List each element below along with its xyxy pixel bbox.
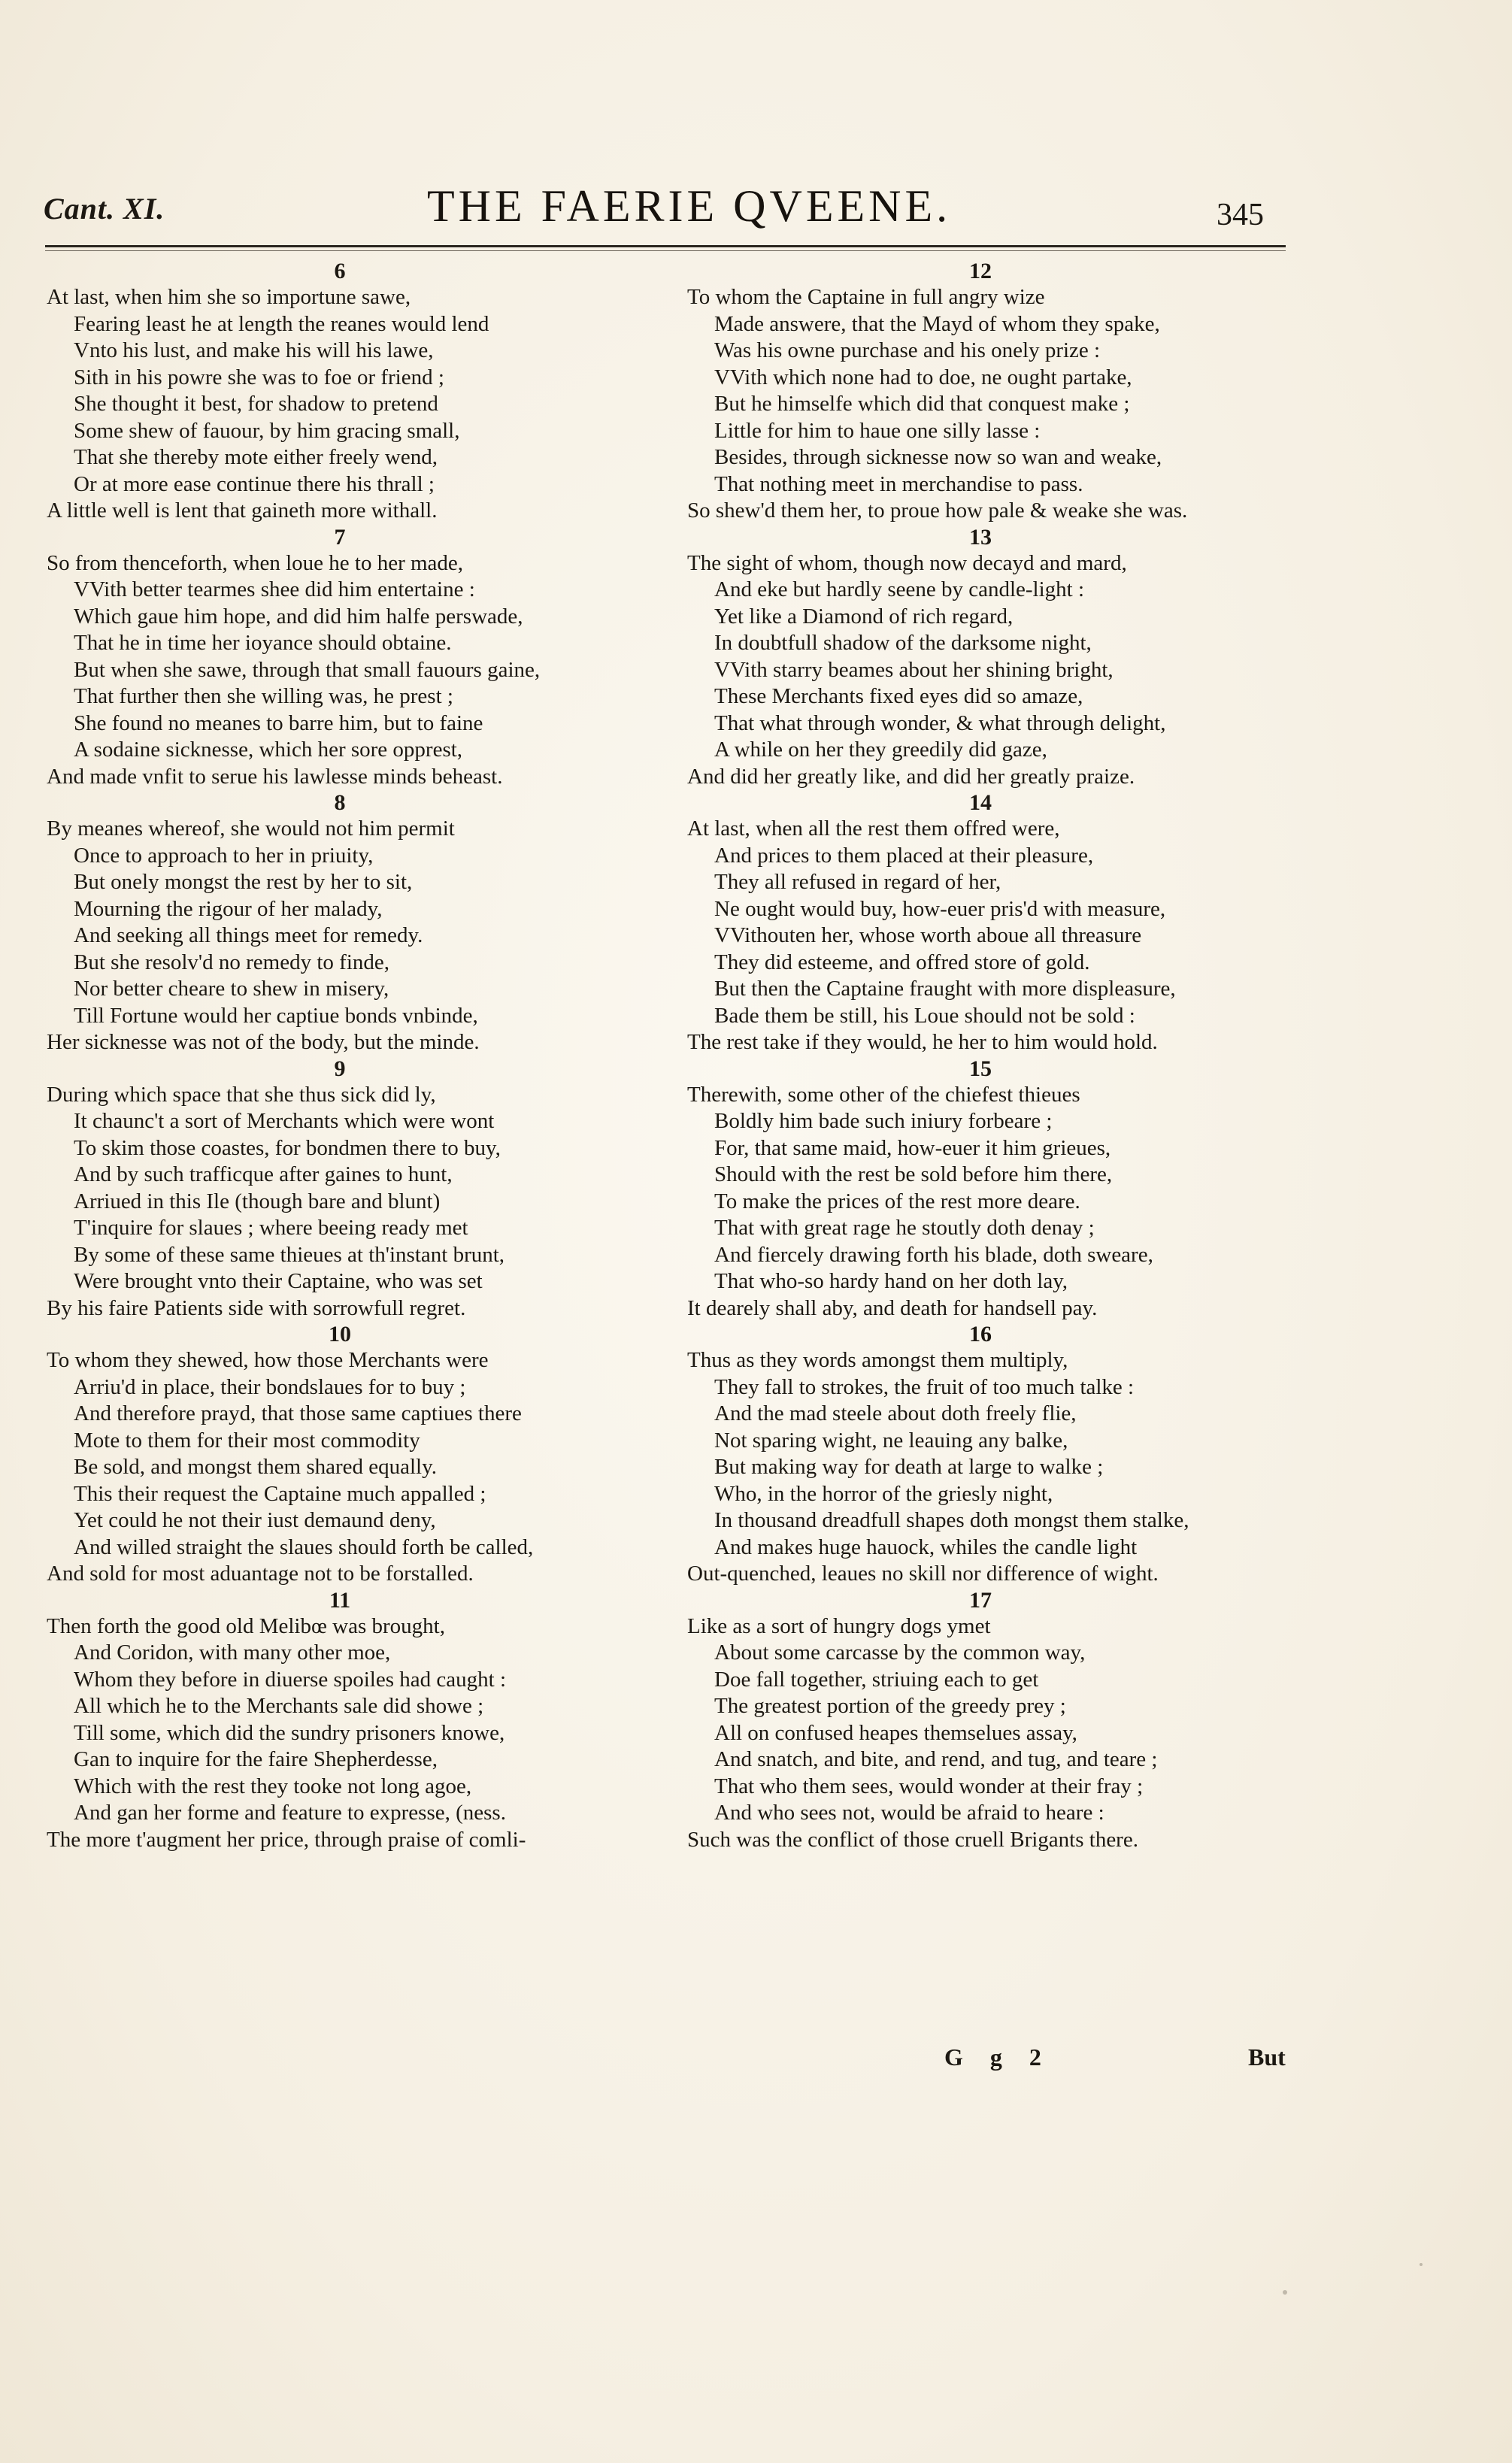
verse-line: Fearing least he at length the reanes would lend [74,311,489,336]
verse-line: Were brought vnto their Captaine, who was set [74,1269,483,1293]
verse-line: Boldly him bade such iniury forbeare ; [714,1109,1053,1133]
verse-line: Till some, which did the sundry prisoners knowe, [74,1720,505,1745]
verse-line: By some of these same thieues at th'instant brunt, [74,1242,505,1267]
verse-line: To whom the Captaine in full angry wize [687,285,1045,309]
verse-line: That with great rage he stoutly doth denay ; [714,1216,1095,1240]
verse-line: Then forth the good old Melibœ was brought, [47,1613,445,1638]
verse-line: She found no meanes to barre him, but to faine [74,710,483,735]
verse-line: That further then she willing was, he prest ; [74,684,453,708]
verse-line: But making way for death at large to walke ; [714,1455,1104,1479]
verse-line: They did esteeme, and offred store of gold. [714,950,1090,974]
verse-line: And prices to them placed at their pleasure, [714,843,1094,868]
stanza-number: 17 [969,1587,992,1613]
verse-line: Once to approach to her in priuity, [74,843,374,868]
stanza [47,525,678,791]
verse-line: Nor better cheare to shew in misery, [74,977,389,1001]
verse-line: They fall to strokes, the fruit of too much talke : [714,1374,1135,1399]
stanza [47,1322,678,1588]
verse-line: Or at more ease continue there his thrall ; [74,471,435,496]
stanza-number: 16 [969,1322,992,1347]
verse-line: Like as a sort of hungry dogs ymet [687,1613,991,1638]
left-column [47,259,678,1853]
page-footer [0,2043,1512,2081]
verse-line: During which space that she thus sick did ly, [47,1082,436,1107]
verse-line: That what through wonder, & what through delight, [714,710,1166,735]
verse-line: A while on her they greedily did gaze, [714,738,1047,762]
verse-line: And the mad steele about doth freely flie, [714,1401,1077,1425]
verse-line: Vnto his lust, and make his will his lawe, [74,338,434,362]
verse-line: It chaunc't a sort of Merchants which were wont [74,1109,495,1133]
verse-line: And willed straight the slaues should forth be called, [74,1534,534,1559]
header-rule-thin [45,250,1286,251]
verse-line: All on confused heapes themselues assay, [714,1720,1077,1745]
verse-line: Not sparing wight, ne leauing any balke, [714,1428,1068,1453]
verse-line: Who, in the horror of the griesly night, [714,1481,1053,1506]
verse-line: A sodaine sicknesse, which her sore opprest, [74,738,463,762]
verse-line: It dearely shall aby, and death for handsell pay. [687,1295,1098,1320]
verse-line: And fiercely drawing forth his blade, doth sweare, [714,1242,1153,1267]
verse-line: Some shew of fauour, by him gracing small, [74,418,460,443]
stanza [687,525,1319,791]
running-header [0,177,1512,245]
verse-line: She thought it best, for shadow to pretend [74,392,438,416]
verse-line: The rest take if they would, he her to him would hold. [687,1030,1158,1054]
verse-line: Should with the rest be sold before him there, [714,1162,1113,1186]
verse-line: And makes huge hauock, whiles the candle light [714,1534,1138,1559]
verse-line: Till Fortune would her captiue bonds vnbinde, [74,1003,478,1028]
catchword: But [1248,2043,1286,2071]
verse-line: But when she sawe, through that small fauours gaine, [74,657,541,682]
verse-line: VVith better tearmes shee did him entertaine : [74,577,475,601]
verse-line: That she thereby mote either freely wend, [74,445,438,469]
header-rule [45,245,1286,247]
verse-line: Arriued in this Ile (though bare and blunt) [74,1189,441,1213]
verse-line: Ne ought would buy, how-euer pris'd with measure, [714,896,1166,921]
stanza-number: 15 [969,1056,992,1081]
stanza [687,259,1319,525]
verse-line: They all refused in regard of her, [714,870,1001,894]
verse-line: Therewith, some other of the chiefest thieues [687,1082,1080,1107]
verse-line: In doubtfull shadow of the darksome night, [714,631,1092,655]
stanza-number: 7 [334,524,346,550]
verse-line: Out-quenched, leaues no skill nor difference of wight. [687,1562,1159,1586]
verse-line: So from thenceforth, when loue he to her made, [47,550,464,575]
verse-line: That nothing meet in merchandise to pass. [714,471,1083,496]
stanza-number: 13 [969,524,992,550]
verse-line: For, that same maid, how-euer it him grieues, [714,1135,1111,1160]
verse-line: And sold for most aduantage not to be forstalled. [47,1562,474,1586]
verse-line: All which he to the Merchants sale did showe ; [74,1694,484,1718]
signature-mark: G g 2 [944,2043,1052,2071]
verse-line: Besides, through sicknesse now so wan and weake, [714,445,1162,469]
verse-line: And did her greatly like, and did her greatly praize. [687,764,1135,789]
stanza-number: 9 [334,1056,346,1081]
verse-line: And made vnfit to serue his lawlesse minds beheast. [47,764,503,789]
verse-line: Whom they before in diuerse spoiles had caught : [74,1667,507,1692]
verse-line: Little for him to haue one silly lasse : [714,418,1041,443]
verse-line: Such was the conflict of those cruell Brigants there. [687,1827,1138,1852]
verse-line: At last, when him she so importune sawe, [47,285,411,309]
verse-line: Was his owne purchase and his onely prize : [714,338,1101,362]
canto-label: Cant. XI. [44,192,165,226]
paper-speck [1420,2263,1423,2266]
page-number: 345 [1217,198,1264,232]
verse-line: This their request the Captaine much appalled ; [74,1481,486,1506]
stanza-number: 12 [969,259,992,283]
verse-line: About some carcasse by the common way, [714,1640,1086,1665]
verse-line: And eke but hardly seene by candle-light : [714,577,1085,601]
verse-line: And therefore prayd, that those same captiues there [74,1401,522,1425]
verse-line: Bade them be still, his Loue should not be sold : [714,1003,1135,1028]
verse-line: And Coridon, with many other moe, [74,1640,391,1665]
verse-line: Yet could he not their iust demaund deny, [74,1508,436,1532]
verse-line: By meanes whereof, she would not him permit [47,816,455,841]
verse-line: And seeking all things meet for remedy. [74,923,423,947]
verse-line: Her sicknesse was not of the body, but the minde. [47,1030,480,1054]
verse-line: Which with the rest they tooke not long agoe, [74,1774,472,1798]
stanza-number: 14 [969,790,992,815]
verse-line: Made answere, that the Mayd of whom they spake, [714,311,1160,336]
verse-line: Thus as they words amongst them multiply, [687,1348,1068,1372]
stanza-number: 6 [334,259,346,283]
verse-line: But he himselfe which did that conquest make ; [714,392,1130,416]
verse-line: And by such trafficque after gaines to hunt, [74,1162,453,1186]
verse-line: The sight of whom, though now decayd and mard, [687,550,1127,575]
verse-line: The more t'augment her price, through praise of comli- [47,1827,526,1852]
verse-line: These Merchants fixed eyes did so amaze, [714,684,1083,708]
verse-line: And gan her forme and feature to expresse, (ness. [74,1801,506,1825]
verse-line: A little well is lent that gaineth more withall. [47,498,438,523]
verse-line: Doe fall together, striuing each to get [714,1667,1039,1692]
verse-line: Sith in his powre she was to foe or friend ; [74,365,444,389]
verse-line: VVith starry beames about her shining bright, [714,657,1114,682]
stanza-number: 10 [329,1322,351,1347]
stanza [687,1322,1319,1588]
verse-line: To whom they shewed, how those Merchants were [47,1348,489,1372]
stanza [47,1056,678,1322]
verse-line: So shew'd them her, to proue how pale & weake she was. [687,498,1188,523]
stanza [687,1588,1319,1854]
stanza [47,790,678,1056]
verse-line: T'inquire for slaues ; where beeing ready met [74,1216,468,1240]
verse-line: At last, when all the rest them offred were, [687,816,1060,841]
right-column [687,259,1319,1853]
verse-line: That he in time her ioyance should obtaine. [74,631,452,655]
verse-line: And who sees not, would be afraid to heare : [714,1801,1104,1825]
verse-line: Arriu'd in place, their bondslaues for to buy ; [74,1374,466,1399]
verse-line: That who-so hardy hand on her doth lay, [714,1269,1068,1293]
verse-line: Which gaue him hope, and did him halfe perswade, [74,604,523,629]
verse-line: Mourning the rigour of her malady, [74,896,383,921]
verse-line: But she resolv'd no remedy to finde, [74,950,390,974]
verse-line: But onely mongst the rest by her to sit, [74,870,413,894]
stanza [47,1588,678,1854]
stanza-number: 11 [329,1587,351,1613]
verse-line: To make the prices of the rest more deare. [714,1189,1080,1213]
verse-line: And snatch, and bite, and rend, and tug, and teare ; [714,1747,1158,1771]
stanza [687,1056,1319,1322]
verse-line: But then the Captaine fraught with more displeasure, [714,977,1176,1001]
stanza [47,259,678,525]
verse-line: In thousand dreadfull shapes doth mongst them stalke, [714,1508,1189,1532]
verse-line: Gan to inquire for the faire Shepherdesse, [74,1747,438,1771]
verse-line: That who them sees, would wonder at their fray ; [714,1774,1144,1798]
page-title: THE FAERIE QVEENE. [427,181,952,231]
stanza [687,790,1319,1056]
verse-line: VVithouten her, whose worth aboue all threasure [714,923,1142,947]
verse-line: To skim those coastes, for bondmen there to buy, [74,1135,501,1160]
verse-line: VVith which none had to doe, ne ought partake, [714,365,1132,389]
verse-line: The greatest portion of the greedy prey ; [714,1694,1066,1718]
verse-line: Mote to them for their most commodity [74,1428,420,1453]
verse-line: Be sold, and mongst them shared equally. [74,1455,437,1479]
verse-line: Yet like a Diamond of rich regard, [714,604,1014,629]
stanza-number: 8 [334,790,346,815]
verse-line: By his faire Patients side with sorrowfull regret. [47,1295,466,1320]
paper-speck [1283,2290,1287,2295]
